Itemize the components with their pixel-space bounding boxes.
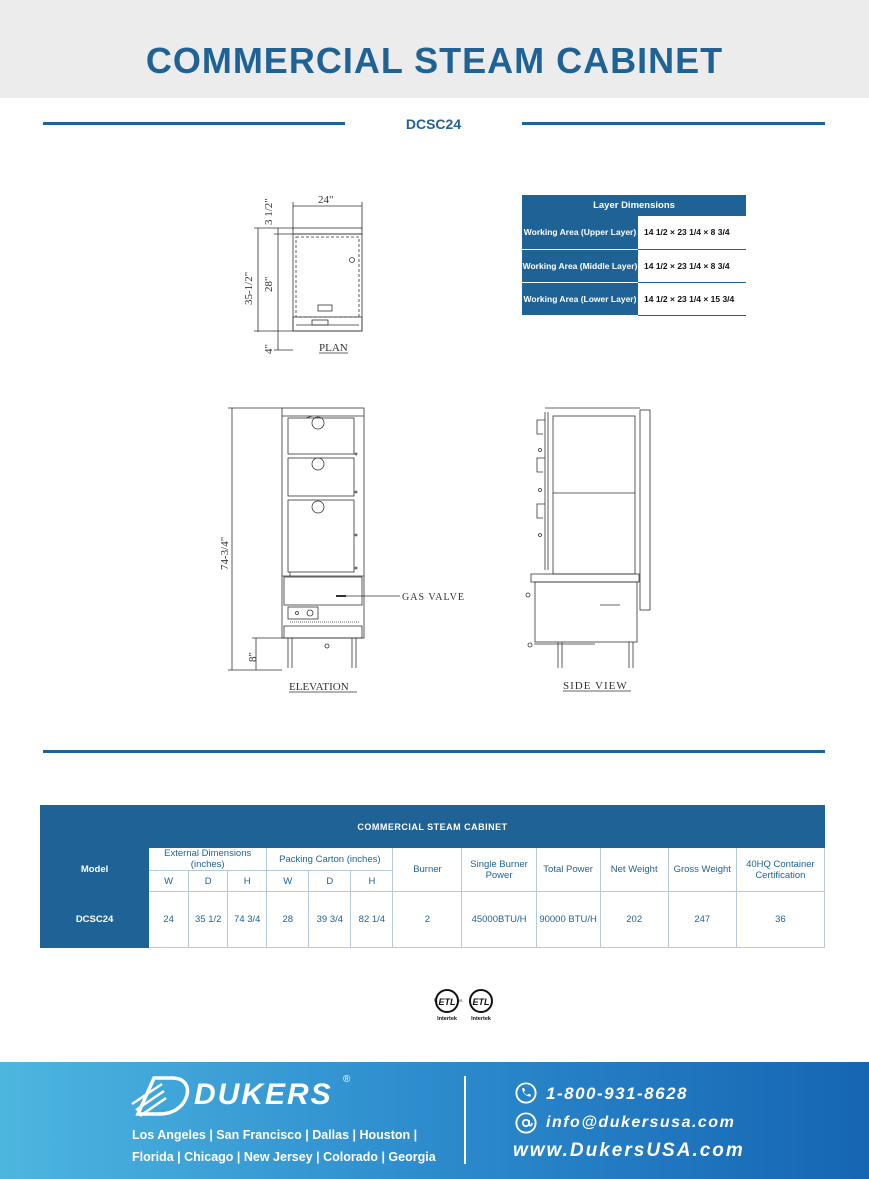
website-link[interactable]: www.DukersUSA.com bbox=[513, 1140, 745, 1161]
plan-inner-dim: 28" bbox=[263, 276, 275, 292]
side-view-label: SIDE VIEW bbox=[563, 680, 628, 692]
footer bbox=[0, 1062, 869, 1179]
svg-text:Intertek: Intertek bbox=[437, 1016, 457, 1022]
ext-w-cell: 24 bbox=[149, 892, 189, 948]
plan-base-dim: 4" bbox=[263, 344, 275, 354]
net-weight-header: Net Weight bbox=[600, 848, 668, 892]
svg-text:ETL: ETL bbox=[438, 997, 456, 1007]
ext-h-header: H bbox=[228, 871, 267, 892]
svg-text:Intertek: Intertek bbox=[471, 1016, 491, 1022]
elevation-view bbox=[228, 408, 400, 670]
ext-d-cell: 35 1/2 bbox=[189, 892, 228, 948]
pack-d-cell: 39 3/4 bbox=[309, 892, 351, 948]
burner-cell: 2 bbox=[393, 892, 462, 948]
container-cell: 36 bbox=[736, 892, 824, 948]
plan-width-dim: 24" bbox=[318, 194, 334, 206]
model-cell: DCSC24 bbox=[41, 892, 149, 948]
external-dimensions-header: External Dimensions (inches) bbox=[149, 848, 267, 871]
table-row bbox=[522, 282, 746, 315]
page-title: COMMERCIAL STEAM CABINET bbox=[145, 40, 724, 81]
layer-label: Working Area (Lower Layer) bbox=[522, 282, 638, 315]
elevation-label: ELEVATION bbox=[289, 681, 349, 693]
side-view-text bbox=[563, 680, 628, 692]
table-row bbox=[41, 892, 825, 948]
email-icon bbox=[515, 1112, 537, 1134]
total-power-header: Total Power bbox=[536, 848, 600, 892]
model-code: DCSC24 bbox=[405, 116, 462, 132]
side-view bbox=[526, 408, 650, 668]
container-header: 40HQ Container Certification bbox=[736, 848, 824, 892]
dukers-swoosh-icon bbox=[132, 1074, 192, 1118]
gas-valve-label: GAS VALVE bbox=[402, 592, 465, 603]
plan-label: PLAN bbox=[319, 342, 348, 354]
layer-value: 14 1/2 × 23 1/4 × 8 3/4 bbox=[638, 216, 746, 249]
phone-icon bbox=[515, 1082, 537, 1104]
pack-w-cell: 28 bbox=[267, 892, 309, 948]
pack-d-header: D bbox=[309, 871, 351, 892]
table-row bbox=[522, 216, 746, 249]
cities-line-1: Los Angeles | San Francisco | Dallas | Houston | bbox=[132, 1128, 418, 1142]
model-header: Model bbox=[41, 848, 149, 892]
brand-name: DUKERS bbox=[194, 1078, 333, 1111]
single-burner-power-cell: 45000BTU/H bbox=[462, 892, 536, 948]
burner-header: Burner bbox=[393, 848, 462, 892]
plan-top-dim: 3 1/2" bbox=[263, 198, 275, 225]
ext-w-header: W bbox=[149, 871, 189, 892]
footer-divider bbox=[464, 1076, 466, 1164]
gross-weight-cell: 247 bbox=[668, 892, 736, 948]
section-rule bbox=[43, 750, 825, 753]
plan-dimension-text bbox=[243, 194, 348, 354]
model-rule-left bbox=[43, 122, 345, 125]
layer-dimensions-table bbox=[522, 195, 746, 316]
elevation-legs-dim: 8" bbox=[247, 652, 259, 662]
elevation-height-dim: 74-3/4" bbox=[219, 536, 231, 570]
spec-table bbox=[40, 805, 825, 948]
plan-depth-dim: 35-1/2" bbox=[243, 271, 255, 305]
layer-value: 14 1/2 × 23 1/4 × 8 3/4 bbox=[638, 249, 746, 282]
gross-weight-header: Gross Weight bbox=[668, 848, 736, 892]
phone-number[interactable]: 1-800-931-8628 bbox=[546, 1084, 688, 1103]
model-rule-right bbox=[522, 122, 825, 125]
ext-h-cell: 74 3/4 bbox=[228, 892, 267, 948]
cities-line-2: Florida | Chicago | New Jersey | Colorado | Georgia bbox=[132, 1150, 436, 1164]
svg-text:ETL: ETL bbox=[472, 997, 490, 1007]
email-address[interactable]: info@dukersusa.com bbox=[546, 1114, 736, 1131]
pack-w-header: W bbox=[267, 871, 309, 892]
single-burner-power-header: Single Burner Power bbox=[462, 848, 536, 892]
layer-label: Working Area (Middle Layer) bbox=[522, 249, 638, 282]
svg-text:US: US bbox=[457, 998, 463, 1003]
etl-sanitation-icon bbox=[466, 988, 496, 1022]
pack-h-cell: 82 1/4 bbox=[351, 892, 393, 948]
packing-carton-header: Packing Carton (inches) bbox=[267, 848, 393, 871]
layer-label: Working Area (Upper Layer) bbox=[522, 216, 638, 249]
etl-c-us-icon bbox=[432, 988, 462, 1022]
table-row bbox=[522, 249, 746, 282]
layer-value: 14 1/2 × 23 1/4 × 15 3/4 bbox=[638, 282, 746, 315]
pack-h-header: H bbox=[351, 871, 393, 892]
net-weight-cell: 202 bbox=[600, 892, 668, 948]
svg-text:C: C bbox=[434, 998, 438, 1004]
registered-mark: ® bbox=[343, 1074, 351, 1085]
layer-table-title: Layer Dimensions bbox=[522, 195, 746, 216]
total-power-cell: 90000 BTU/H bbox=[536, 892, 600, 948]
spec-table-caption: COMMERCIAL STEAM CABINET bbox=[41, 806, 825, 848]
ext-d-header: D bbox=[189, 871, 228, 892]
